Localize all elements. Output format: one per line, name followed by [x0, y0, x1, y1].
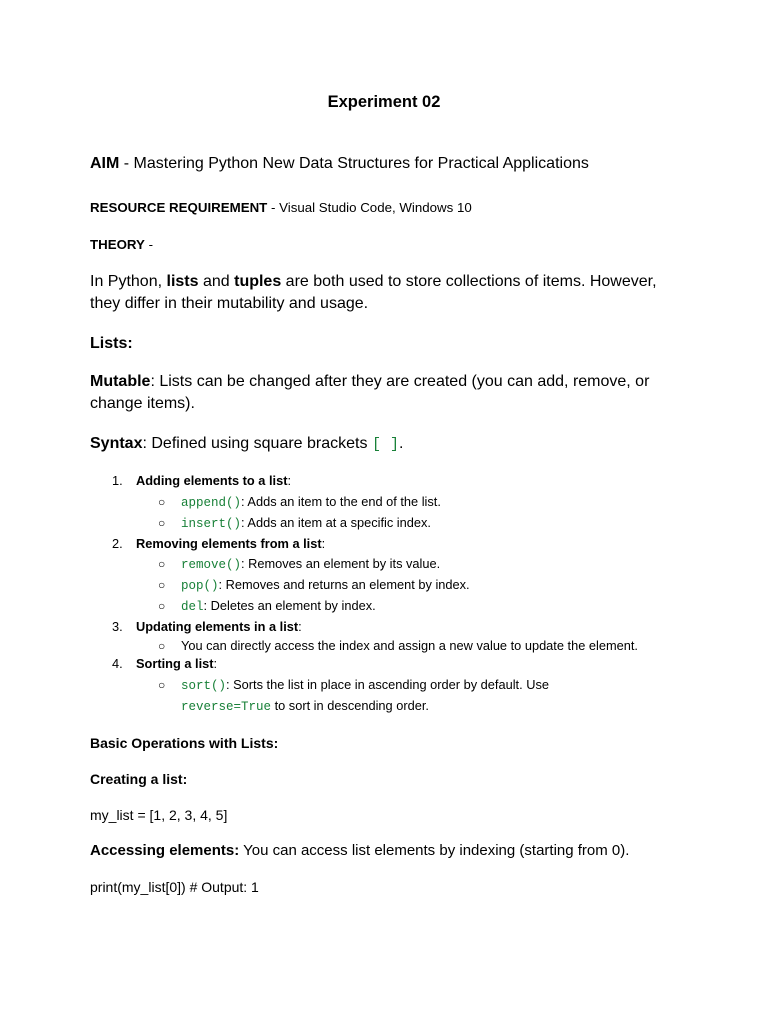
code-del: del [181, 600, 204, 614]
subitem-text: : Adds an item to the end of the list. [241, 494, 441, 509]
list-number: 1. [112, 473, 123, 488]
syntax-text: : Defined using square brackets [142, 435, 372, 452]
subitem-text: : Deletes an element by index. [203, 598, 376, 613]
subitem-text: : Removes and returns an element by index. [218, 577, 470, 592]
circle-bullet-icon: ○ [158, 678, 166, 692]
subitem-text: to sort in descending order. [271, 698, 429, 713]
list-number: 4. [112, 656, 123, 671]
circle-bullet-icon: ○ [158, 599, 166, 613]
circle-bullet-icon: ○ [158, 557, 166, 571]
list-heading-bold: Updating elements in a list [136, 619, 299, 634]
basic-operations-heading: Basic Operations with Lists: [90, 735, 279, 751]
list-heading-colon: : [298, 619, 302, 634]
list-heading [136, 655, 217, 673]
syntax-label: Syntax [90, 435, 143, 452]
create-code-line: my_list = [1, 2, 3, 4, 5] [90, 807, 228, 823]
list-heading [136, 618, 302, 636]
list-heading-colon: : [287, 473, 292, 488]
mutable-paragraph [90, 371, 649, 415]
intro-text-1: In Python, [90, 273, 167, 290]
code-pop: pop() [181, 579, 219, 593]
syntax-code: [ ] [371, 436, 399, 453]
intro-tuples-bold: tuples [234, 273, 282, 290]
list-number: 2. [112, 536, 123, 551]
mutable-line-1 [90, 371, 649, 393]
aim-label: AIM [90, 155, 120, 172]
subitem-text: You can directly access the index and assign a new value to update the element. [181, 638, 638, 653]
subitem-text: : Removes an element by its value. [241, 556, 441, 571]
circle-bullet-icon: ○ [158, 495, 166, 509]
subitem-text: : Sorts the list in place in ascending order by default. Use [226, 677, 549, 692]
code-sort: sort() [181, 679, 227, 693]
intro-lists-bold: lists [166, 273, 199, 290]
lists-heading: Lists: [90, 335, 133, 352]
list-heading [136, 472, 291, 490]
resource-line [90, 199, 472, 217]
accessing-line [90, 840, 629, 862]
intro-text-3: are both used to store collections of items. However, [281, 273, 657, 290]
aim-text: - Mastering Python New Data Structures for Practical Applications [119, 155, 589, 172]
code-append: append() [181, 496, 242, 510]
intro-line-1 [90, 271, 657, 293]
circle-bullet-icon: ○ [158, 639, 166, 653]
theory-text: - [144, 237, 154, 252]
syntax-line [90, 433, 403, 456]
mutable-line-2: change items). [90, 395, 195, 412]
circle-bullet-icon: ○ [158, 578, 166, 592]
list-heading-colon: : [213, 656, 218, 671]
intro-paragraph [90, 271, 657, 315]
creating-list-heading: Creating a list: [90, 771, 188, 787]
accessing-label: Accessing elements: [90, 842, 240, 859]
syntax-end: . [398, 435, 404, 452]
list-heading-bold: Sorting a list [136, 656, 214, 671]
code-insert: insert() [181, 517, 242, 531]
list-heading-colon: : [321, 536, 326, 551]
theory-label: THEORY [90, 237, 145, 252]
page-title: Experiment 02 [327, 93, 441, 111]
subitem-text: : Adds an item at a specific index. [241, 515, 431, 530]
resource-label: RESOURCE REQUIREMENT [90, 200, 268, 215]
list-heading [136, 535, 325, 553]
mutable-label: Mutable [90, 373, 151, 390]
code-reverse-true: reverse=True [181, 700, 272, 714]
list-heading-bold: Removing elements from a list [136, 536, 322, 551]
mutable-text: : Lists can be changed after they are created (you can add, remove, or [150, 373, 650, 390]
aim-line [90, 153, 589, 175]
list-heading-bold: Adding elements to a list [136, 473, 288, 488]
access-code-line: print(my_list[0]) # Output: 1 [90, 879, 259, 895]
accessing-text: You can access list elements by indexing (starting from 0). [239, 842, 630, 859]
code-remove: remove() [181, 558, 242, 572]
intro-text-2: and [198, 273, 235, 290]
theory-line [90, 236, 153, 254]
circle-bullet-icon: ○ [158, 516, 166, 530]
resource-text: - Visual Studio Code, Windows 10 [267, 200, 472, 215]
intro-line-2: they differ in their mutability and usage. [90, 295, 369, 312]
list-number: 3. [112, 619, 123, 634]
